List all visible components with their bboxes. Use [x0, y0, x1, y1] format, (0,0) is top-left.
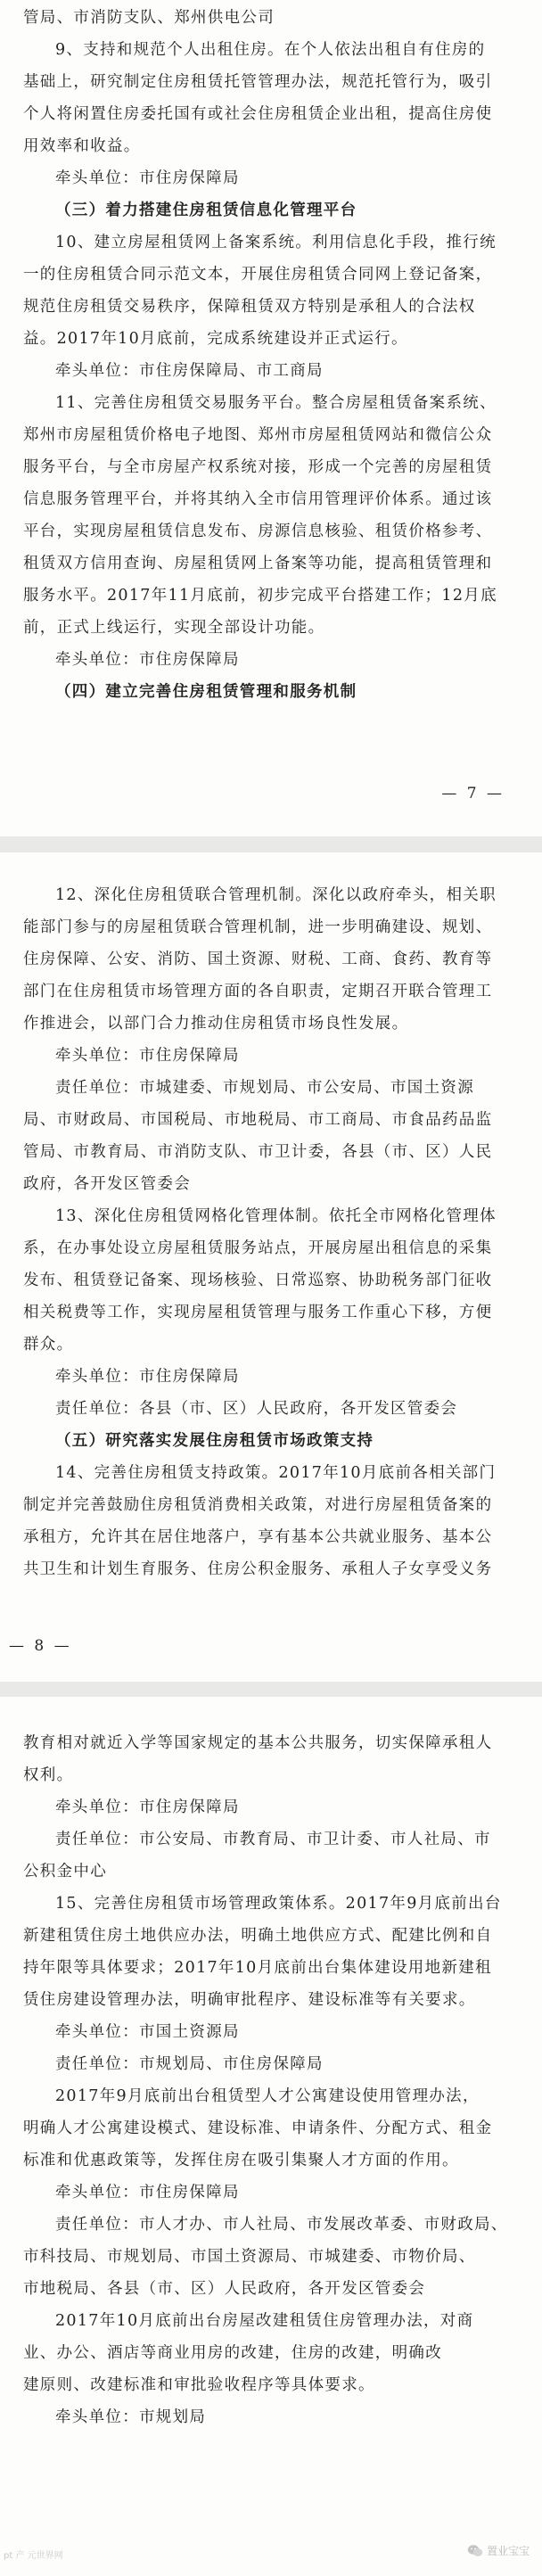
text-line: 相关税费等工作，实现房屋租赁管理与服务工作重心下移，方便 [23, 1304, 493, 1321]
text-line: 牵头单位：市住房保障局、市工商局 [55, 362, 324, 380]
text-line: 作推进会，以部门合力推动住房租赁市场良性发展。 [23, 1015, 409, 1033]
wechat-icon [467, 2544, 483, 2558]
text-line: 住房保障、公安、消防、国土资源、财税、工商、食药、教育等 [23, 951, 493, 968]
text-line: 共卫生和计划生育服务、住房公积金服务、承租人子女享受义务 [23, 1560, 493, 1578]
text-line: 牵头单位：市住房保障局 [55, 1368, 240, 1386]
text-line: 前，正式上线运行，实现全部设计功能。 [23, 619, 325, 637]
text-line: 个人将闲置住房委托国有或社会住房租赁企业出租，提高住房使 [23, 105, 493, 123]
text-line: 9、支持和规范个人出租住房。在个人依法出租自有住房的 [55, 41, 486, 59]
text-line: 责任单位：市公安局、市教育局、市卫计委、市人社局、市 [55, 1831, 491, 1848]
text-line: 责任单位：市规划局、市住房保障局 [55, 2055, 324, 2073]
document-page-8 [0, 852, 542, 1682]
text-line: 郑州市房屋租赁价格电子地图、郑州市房屋租赁网站和微信公众 [23, 426, 493, 444]
text-line: 基础上，研究制定住房租赁托管管理办法，规范托管行为，吸引 [23, 73, 493, 91]
text-line: 用效率和收益。 [23, 137, 141, 155]
text-line: 局、市财政局、市国税局、市地税局、市工商局、市食品药品监 [23, 1111, 493, 1129]
text-line: 能部门参与的房屋租赁联合管理机制，进一步明确建设、规划、 [23, 918, 493, 936]
text-line: 12、深化住房租赁联合管理机制。深化以政府牵头，相关职 [55, 886, 497, 904]
text-line: 教育相对就近入学等国家规定的基本公共服务，切实保障承租人 [23, 1734, 493, 1752]
text-line: 政府，各开发区管委会 [23, 1175, 191, 1193]
text-line: 标准和优惠政策等，发挥住房在吸引集聚人才方面的作用。 [23, 2152, 459, 2169]
text-line: 制定并完善鼓励住房租赁消费相关政策，对进行房屋租赁备案的 [23, 1496, 493, 1514]
section-heading: （三）着力搭建住房租赁信息化管理平台 [55, 202, 357, 219]
text-line: 责任单位：各县（市、区）人民政府，各开发区管委会 [55, 1400, 458, 1418]
text-line: 发布、租赁登记备案、现场核验、日常巡察、协助税务部门征收 [23, 1272, 493, 1289]
text-line: 牵头单位：市住房保障局 [55, 169, 240, 187]
text-line: 建原则、改建标准和审批验收程序等具体要求。 [23, 2376, 375, 2394]
text-line: 明确人才公寓建设模式、建设标准、申请条件、分配方式、租金 [23, 2119, 493, 2137]
text-line: 牵头单位：市规划局 [55, 2408, 207, 2426]
text-line: 新建租赁住房土地供应办法，明确土地供应方式、配建比例和自 [23, 1927, 493, 1945]
section-heading: （四）建立完善住房租赁管理和服务机制 [55, 683, 357, 701]
text-line: 牵头单位：市住房保障局 [55, 1798, 240, 1816]
text-line: 部门在住房租赁市场管理方面的各自职责，定期召开联合管理工 [23, 983, 493, 1000]
text-line: 责任单位：市人才办、市人社局、市发展改革委、市财政局、 [55, 2216, 508, 2234]
section-heading: （五）研究落实发展住房租赁市场政策支持 [55, 1432, 374, 1450]
text-line: 权利。 [23, 1766, 74, 1784]
text-line: 牵头单位：市住房保障局 [55, 2184, 240, 2202]
text-line: 市科技局、市规划局、市国土资源局、市城建委、市物价局、 [23, 2248, 476, 2266]
text-line: 15、完善住房租赁市场管理政策体系。2017年9月底前出台 [55, 1895, 502, 1913]
text-line: 服务平台，与全市房屋产权系统对接，形成一个完善的房屋租赁 [23, 458, 493, 476]
text-line: 市地税局、各县（市、区）人民政府，各开发区管委会 [23, 2280, 426, 2298]
text-line: 11、完善住房租赁交易服务平台。整合房屋租赁备案系统、 [55, 394, 497, 412]
watermark [467, 2535, 530, 2567]
page-number: — 8 — [9, 1637, 72, 1655]
page-body [23, 879, 519, 1585]
text-line: 赁住房建设管理办法，明确审批程序、建设标准等有关要求。 [23, 1991, 476, 2009]
document-page-9 [0, 1697, 542, 2576]
text-line: 一的住房租赁合同示范文本，开展住房租赁合同网上登记备案， [23, 266, 493, 284]
text-line: 10、建立房屋租赁网上备案系统。利用信息化手段，推行统 [55, 234, 497, 251]
text-line: 系，在办事处设立房屋租赁服务站点，开展房屋出租信息的采集 [23, 1239, 493, 1257]
text-line: 信息服务管理平台，并将其纳入全市信用管理评价体系。通过该 [23, 490, 493, 508]
text-line: 管局、市教育局、市消防支队、市卫计委，各县（市、区）人民 [23, 1143, 493, 1161]
text-line: 服务水平。2017年11月底前，初步完成平台搭建工作；12月底 [23, 587, 497, 605]
text-line: 牵头单位：市住房保障局 [55, 1047, 240, 1065]
page-number: — 7 — [441, 785, 505, 802]
text-line: 管局、市消防支队、郑州供电公司 [23, 9, 275, 27]
text-line: 益。2017年10月底前，完成系统建设并正式运行。 [23, 330, 408, 348]
text-line: 规范住房租赁交易秩序，保障租赁双方特别是承租人的合法权 [23, 298, 476, 316]
text-line: 平台，实现房屋租赁信息发布、房源信息核验、租赁价格参考、 [23, 523, 493, 540]
text-line: 14、完善住房租赁支持政策。2017年10月底前各相关部门 [55, 1464, 497, 1482]
text-line: 责任单位：市城建委、市规划局、市公安局、市国土资源 [55, 1079, 474, 1097]
text-line: 2017年9月底前出台租赁型人才公寓建设使用管理办法， [55, 2087, 480, 2105]
text-line: 承租方，允许其在居住地落户，享有基本公共就业服务、基本公 [23, 1528, 493, 1546]
text-line: 牵头单位：市国土资源局 [55, 2023, 240, 2041]
text-line: 持年限等具体要求；2017年10月底前出台集体建设用地新建租 [23, 1959, 492, 1977]
text-line: 2017年10月底前出台房屋改建租赁住房管理办法，对商 [55, 2312, 474, 2330]
page-body [23, 2, 519, 708]
text-line: 群众。 [23, 1336, 74, 1354]
text-line: 业、办公、酒店等商业用房的改建，住房的改建，明确改 [23, 2344, 442, 2362]
page-body [23, 1727, 519, 2433]
text-line: 租赁双方信用查询、房屋租赁网上备案等功能，提高租赁管理和 [23, 555, 493, 572]
watermark-label: 置业宝宝 [486, 2545, 530, 2557]
corner-watermark: pt 产 元世界网 [4, 2551, 63, 2561]
text-line: 公积金中心 [23, 1863, 107, 1881]
text-line: 13、深化住房租赁网格化管理体制。依托全市网格化管理体 [55, 1207, 497, 1225]
text-line: 牵头单位：市住房保障局 [55, 651, 240, 669]
document-page-7 [0, 0, 542, 836]
